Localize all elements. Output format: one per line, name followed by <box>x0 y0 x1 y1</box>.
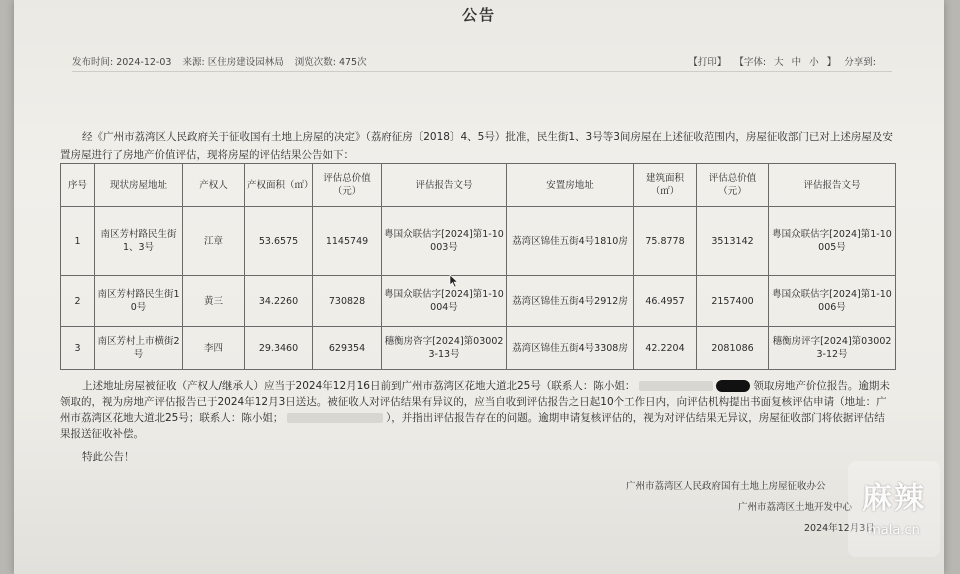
page-tools <box>683 54 876 68</box>
header-cell: 安置房地址 <box>507 164 634 207</box>
table-header-row <box>61 164 896 207</box>
table-row <box>61 207 896 276</box>
table-cell: 2157400 <box>697 276 769 327</box>
table-cell: 黄三 <box>183 276 245 327</box>
table-cell: 南区芳村路民生街1、3号 <box>95 207 183 276</box>
table-cell: 2081086 <box>697 327 769 370</box>
watermark-site: mala.cn <box>868 523 920 538</box>
table-cell: 2 <box>61 276 95 327</box>
meta-bar <box>72 54 876 68</box>
header-cell: 序号 <box>61 164 95 207</box>
font-large-button[interactable]: 大 <box>774 57 784 68</box>
closing-line: 特此公告！ <box>82 451 135 463</box>
page-title: 公告 <box>461 6 496 24</box>
mouse-cursor-icon <box>449 274 459 288</box>
header-cell: 建筑面积（㎡） <box>634 164 697 207</box>
table-cell: 29.3460 <box>245 327 313 370</box>
table-cell: 75.8778 <box>634 207 697 276</box>
table-cell: 粤国众联估字[2024]第1-10005号 <box>769 207 896 276</box>
redacted-mark <box>716 380 750 392</box>
font-medium-button[interactable]: 中 <box>791 57 802 68</box>
source: 来源: 区住房建设园林局 <box>182 57 284 68</box>
table-cell: 1 <box>61 207 95 276</box>
header-cell: 产权人 <box>183 164 245 207</box>
notice-paragraph <box>60 378 895 442</box>
valuation-table <box>60 163 896 370</box>
notice-text-a: 上述地址房屋被征收（产权人/继承人）应当于2024年12月16日前到广州市荔湾区花地大道北25号（联系人：陈小姐： <box>82 380 636 392</box>
publish-time: 发布时间: 2024-12-03 <box>72 57 172 68</box>
notice-text-c: ），并指出评估报告存在的问题。逾期申请复核评估的，视为对评估结果无异议，房屋征收部门将依据评估结果报送征收补偿。 <box>60 412 885 440</box>
table-cell: 730828 <box>313 276 382 327</box>
share-link[interactable]: 分享到: <box>844 57 876 68</box>
notice-text-b: 领取房地产价位报告。逾期未领取的，视为房地产评估报告已于2024年12月3日送达。被征收人对评估结果有异议的，应当自收到评估报告之日起10个工作日内，向评估机构提出书面复核评估申请（地址：广州市荔湾区花地大道北25号；联系人：陈小姐； <box>60 380 890 424</box>
table-row <box>61 327 896 370</box>
table-cell: 粤国众联估字[2024]第1-10006号 <box>769 276 896 327</box>
watermark-text: 麻辣 <box>862 481 926 516</box>
header-cell: 评估报告文号 <box>769 164 896 207</box>
table-cell: 李四 <box>183 327 245 370</box>
table-cell: 3513142 <box>697 207 769 276</box>
print-button[interactable]: 【打印】 <box>688 57 727 68</box>
signature-org-1: 广州市荔湾区人民政府国有土地上房屋征收办公 <box>626 481 826 492</box>
table-cell: 粤国众联估字[2024]第1-10003号 <box>382 207 507 276</box>
table-cell: 34.2260 <box>245 276 313 327</box>
font-size-label: 【字体: <box>734 57 767 68</box>
table-cell: 荔湾区锦佳五街4号3308房 <box>507 327 634 370</box>
redacted-phone <box>287 413 383 423</box>
table-cell: 53.6575 <box>245 207 313 276</box>
view-count: 浏览次数: 475次 <box>294 57 367 68</box>
header-cell: 评估总价值（元） <box>697 164 769 207</box>
redacted-phone <box>639 381 713 391</box>
table-cell: 荔湾区锦佳五街4号1810房 <box>507 207 634 276</box>
font-small-button[interactable]: 小 <box>809 57 819 68</box>
watermark-logo <box>848 461 940 557</box>
intro-paragraph: 经《广州市荔湾区人民政府关于征收国有土地上房屋的决定》（荔府征房〔2018〕4、5号）批准，民生街1、3号等3间房屋在上述征收范围内，房屋征收部门已对上述房屋及安置房屋进行了房地产价值评估，现将房屋的评估结果公告如下： <box>60 131 893 161</box>
font-size-close: 】 <box>826 57 837 68</box>
table-cell: 粤国众联估字[2024]第1-10004号 <box>382 276 507 327</box>
header-cell: 评估总价值（元） <box>313 164 382 207</box>
header-cell: 评估报告文号 <box>382 164 507 207</box>
table-cell: 江章 <box>183 207 245 276</box>
table-cell: 42.2204 <box>634 327 697 370</box>
table-cell: 南区芳村上市横街2号 <box>95 327 183 370</box>
table-cell: 1145749 <box>313 207 382 276</box>
table-cell: 荔湾区锦佳五街4号2912房 <box>507 276 634 327</box>
table-cell: 46.4957 <box>634 276 697 327</box>
table-row <box>61 276 896 327</box>
signature-date: 2024年12月3日 <box>804 523 875 534</box>
signature-org-2: 广州市荔湾区土地开发中心 <box>738 502 853 513</box>
table-cell: 穗衡房咨字[2024]第030023-13号 <box>382 327 507 370</box>
meta-info <box>72 57 375 68</box>
table-cell: 3 <box>61 327 95 370</box>
table-cell: 南区芳村路民生街10号 <box>95 276 183 327</box>
meta-divider <box>72 71 892 72</box>
header-cell: 现状房屋地址 <box>95 164 183 207</box>
table-cell: 穗衡房评字[2024]第030023-12号 <box>769 327 896 370</box>
header-cell: 产权面积（㎡） <box>245 164 313 207</box>
table-cell: 629354 <box>313 327 382 370</box>
